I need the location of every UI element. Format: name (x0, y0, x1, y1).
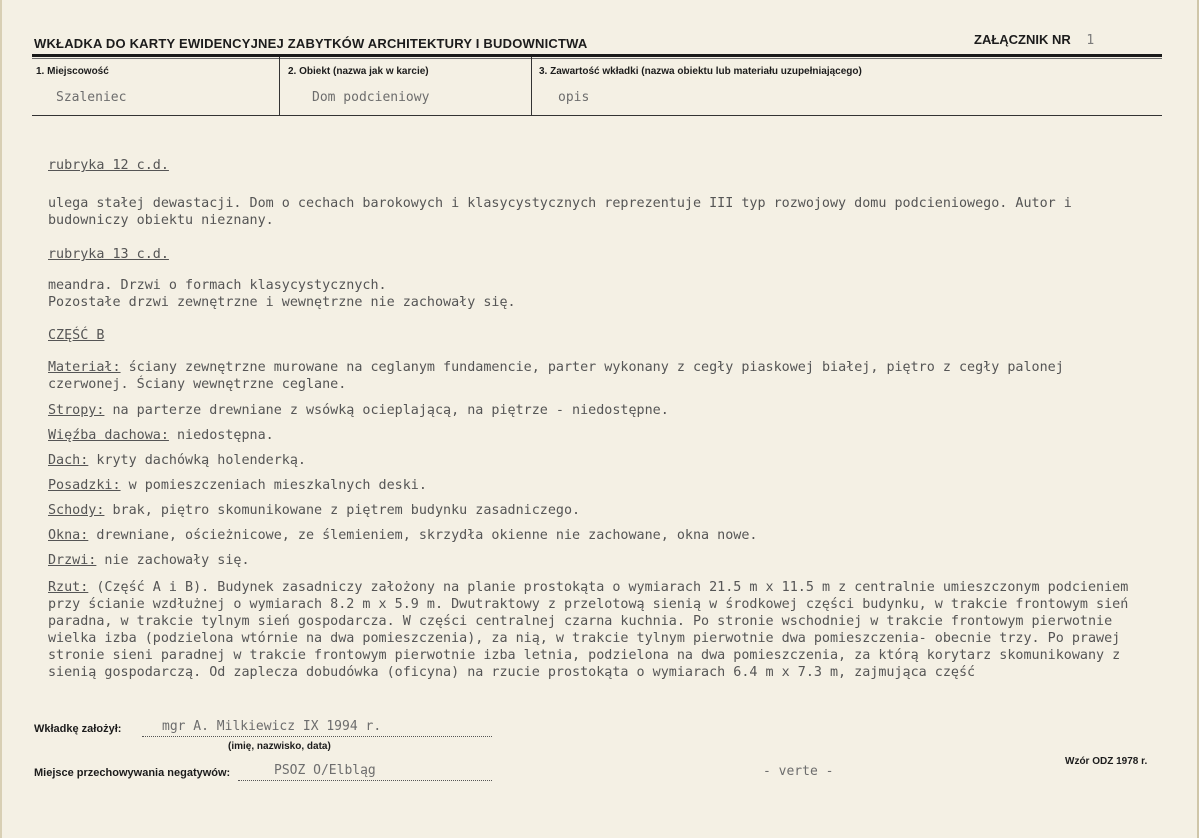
header-rule-thin (32, 58, 1162, 59)
section-heading-r13 (48, 246, 1138, 263)
rzut-entry (48, 579, 1138, 681)
drzwi-entry (48, 552, 1138, 569)
storage-value: PSOZ O/Elbląg (274, 763, 376, 778)
drzwi-label: Drzwi: (48, 553, 97, 568)
section-heading-r12 (48, 157, 1138, 174)
stropy-text: na parterze drewniane z wsówką ocieplającą, na piętrze - niedostępne. (104, 403, 669, 418)
wiezba-label: Więźba dachowa: (48, 428, 169, 443)
r12-text: ulega stałej dewastacji. Dom o cechach barokowych i klasycystycznych reprezentuje III typ rozwojowy domu podcieniowego. Autor i budowniczy obiektu nieznany. (48, 196, 1072, 228)
created-dotted-line (142, 736, 492, 737)
schody-text: brak, piętro skomunikowane z piętrem budynku zasadniczego. (104, 503, 581, 518)
dach-label: Dach: (48, 453, 89, 468)
r13-line-1: meandra. Drzwi o formach klasycystycznych. (48, 278, 387, 293)
schody-entry (48, 502, 1138, 519)
dach-text: kryty dachówką holenderką. (88, 453, 306, 468)
okna-text: drewniane, ościeżnicowe, ze ślemieniem, skrzydła okienne nie zachowane, okna nowe. (88, 528, 758, 543)
wiezba-text: niedostępna. (168, 428, 274, 443)
posadzki-entry (48, 477, 1138, 494)
form-title: WKŁADKA DO KARTY EWIDENCYJNEJ ZABYTKÓW ARCHITEKTURY I BUDOWNICTWA (34, 36, 588, 51)
locality-label: 1. Miejscowość (36, 66, 109, 77)
stropy-entry (48, 402, 1138, 419)
dach-entry (48, 452, 1138, 469)
posadzki-text: w pomieszczeniach mieszkalnych deski. (120, 478, 427, 493)
part-b-label: CZĘŚĆ B (48, 328, 105, 343)
storage-label: Miejsce przechowywania negatywów: (34, 767, 231, 779)
annex-number: 1 (1086, 33, 1095, 48)
material-text: ściany zewnętrzne murowane na ceglanym fundamencie, parter wykonany z cegły piaskowej białej, piętro z cegły palonej czerwonej. Ściany wewnętrzne ceglane. (48, 360, 1064, 392)
material-label: Materiał: (48, 360, 121, 375)
r12-heading: rubryka 12 c.d. (48, 158, 169, 173)
column-divider (279, 57, 280, 115)
material-entry (48, 359, 1138, 393)
locality-value: Szaleniec (56, 90, 127, 105)
header-rule (32, 54, 1162, 57)
object-value: Dom podcieniowy (312, 90, 430, 105)
annex-label (974, 32, 1094, 48)
form-id: Wzór ODZ 1978 r. (1065, 756, 1148, 767)
created-label: Wkładkę założył: (34, 723, 122, 735)
part-b-heading (48, 327, 1138, 344)
drzwi-text: nie zachowały się. (96, 553, 250, 568)
posadzki-label: Posadzki: (48, 478, 121, 493)
fields-bottom-rule (32, 115, 1162, 116)
content-label: 3. Zawartość wkładki (nazwa obiektu lub materiału uzupełniającego) (539, 66, 862, 77)
rzut-text: (Część A i B). Budynek zasadniczy założony na planie prostokąta o wymiarach 21.5 m x 11.5 m z centralnie umieszczonym podcieniem przy ścianie wzdłużnej o wymiarach 8.2 m x 5.9 m. Dwutraktowy z przelotową sienią w środkowej części budynku, w trakcie frontowym sień paradna, w trakcie tylnym sień gospodarcza. W części centralnej czarna kuchnia. Po stronie wschodniej w trakcie frontowym pierwotnie wielka izba (podzielona wtórnie na dwa pomieszczenia), za nią, w trakcie tylnym pierwotnie dwa pomieszczenia- obecnie trzy. Po prawej stronie sieni paradnej w trakcie frontowym pierwotnie izba letnia, podzielona na dwa pomieszczenia, za którą korytarz skomunikowany z sienią gospodarczą. Od zaplecza dobudówka (oficyna) na rzucie prostokąta o wymiarach 6.4 m x 7.3 m, zajmująca część (48, 580, 1129, 680)
okna-label: Okna: (48, 528, 89, 543)
column-divider (531, 57, 532, 115)
content-value: opis (558, 90, 590, 105)
okna-entry (48, 527, 1138, 544)
created-value: mgr A. Milkiewicz IX 1994 r. (162, 719, 382, 734)
r13-line-2: Pozostałe drzwi zewnętrzne i wewnętrzne nie zachowały się. (48, 295, 516, 310)
stropy-label: Stropy: (48, 403, 105, 418)
r13-heading: rubryka 13 c.d. (48, 247, 169, 262)
schody-label: Schody: (48, 503, 105, 518)
wiezba-entry (48, 427, 1138, 444)
verte-note: - verte - (763, 764, 834, 779)
annex-label-text: ZAŁĄCZNIK NR (974, 32, 1071, 47)
rzut-label: Rzut: (48, 580, 89, 595)
created-hint: (imię, nazwisko, data) (228, 741, 331, 752)
object-label: 2. Obiekt (nazwa jak w karcie) (288, 66, 429, 77)
storage-dotted-line (238, 780, 492, 781)
